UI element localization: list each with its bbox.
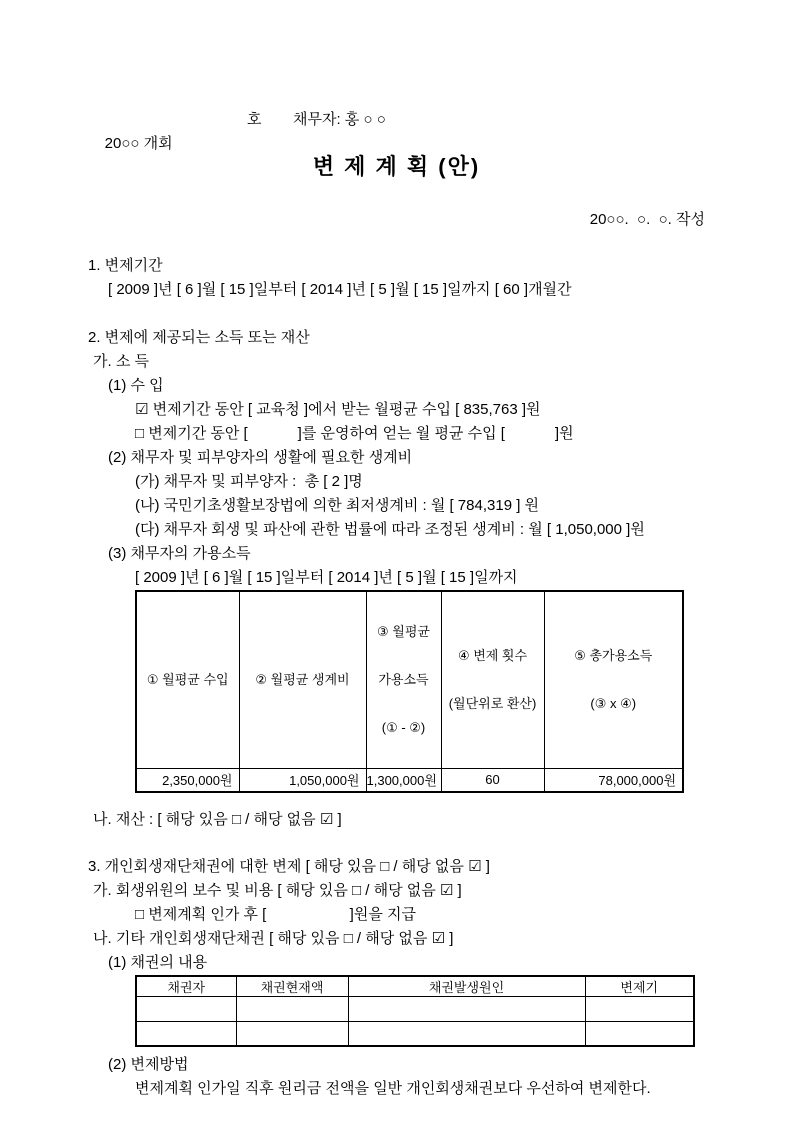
claims-content-heading: (1) 채권의 내용 [108,953,208,971]
applicable-mid-text: / 해당 없음 [361,881,440,899]
col-repayment-date: 변제기 [585,976,694,997]
checkbox-unchecked-icon: □ [135,425,145,442]
claims-cell [136,1021,236,1046]
claims-cell [585,1021,694,1046]
claims-table-row [136,996,694,1021]
income-salary-line [88,398,705,422]
applicable-open-text: [ 해당 있음 [157,810,232,828]
income-heading: 가. 소 득 [93,353,149,370]
applicable-close-text: ] [445,929,454,947]
section1-heading: 1. 변제기간 [88,257,163,274]
case-header-line [88,108,705,152]
claims-table [135,975,695,1048]
available-income-table-value-row [136,769,683,792]
col-monthly-income: ① 월평균 수입 [136,591,239,769]
value-monthly-available-income: 1,300,000원 [366,769,441,792]
claims-cell [236,996,348,1021]
case-number-label: 20○○ 개회 [104,135,173,152]
document-title: 변 제 계 획 (안) [312,154,481,179]
date-written-line: 20○○. ○. ○. 작성 [589,211,705,228]
applicable-mid-text: / 해당 없음 [241,810,320,828]
section3-heading-line [88,855,705,879]
other-claims-line [88,927,705,951]
applicable-close-text: ] [333,810,342,828]
income-salary-text: 변제기간 동안 [ 교육청 ]에서 받는 월평균 수입 [ 835,763 ]원 [148,401,541,418]
checkbox-checked-icon: ☑ [135,401,149,418]
living-cost-minimum-line: (나) 국민기초생활보장법에 의한 최저생계비 : 월 [ 784,319 ] 원 [135,497,540,514]
value-monthly-living-cost: 1,050,000원 [239,769,366,792]
claims-cell [136,996,236,1021]
living-cost-dependents-line: (가) 채무자 및 피부양자 : 총 [ 2 ]명 [135,473,363,490]
checkbox-unchecked-icon: □ [231,810,242,828]
living-cost-heading: (2) 채무자 및 피부양자의 생활에 필요한 생계비 [108,449,413,466]
section3-heading-label: 3. 개인회생재단채권에 대한 변제 [88,857,306,875]
checkbox-checked-icon: ☑ [319,810,334,828]
commissioner-pay-text: 변제계획 인가 후 [ ]원을 지급 [144,905,416,923]
applicable-mid-text: / 해당 없음 [389,857,469,875]
value-total-available-income: 78,000,000원 [544,769,683,792]
repayment-method-heading: (2) 변제방법 [108,1056,189,1073]
available-income-heading: (3) 채무자의 가용소득 [108,545,251,562]
checkbox-unchecked-icon: □ [380,857,390,875]
available-income-table-header-row [136,591,683,769]
applicable-open-text: [ 해당 있음 [305,857,381,875]
applicable-close-text: ] [453,881,462,899]
living-cost-adjusted-line: (다) 채무자 회생 및 파산에 관한 법률에 따라 조정된 생계비 : 월 [ 1,050,000 ]원 [135,521,645,538]
col-monthly-living-cost: ② 월평균 생계비 [239,591,366,769]
commissioner-pay-line [88,903,705,927]
col-creditor: 채권자 [136,976,236,997]
checkbox-unchecked-icon: □ [343,929,353,947]
other-claims-label: 나. 기타 개인회생재단채권 [93,929,270,947]
col-monthly-available-income: ③ 월평균 가용소득 (① - ②) [366,591,441,769]
property-line [88,808,705,832]
col-claim-origin: 채권발생원인 [348,976,585,997]
case-ho-label: 호 [247,111,262,128]
income-sub-heading: (1) 수 입 [108,377,164,394]
applicable-open-text: [ 해당 있음 [277,881,353,899]
claims-table-row [136,1021,694,1046]
applicable-mid-text: / 해당 없음 [352,929,432,947]
checkbox-checked-icon: ☑ [468,857,482,875]
claims-cell [236,1021,348,1046]
section1-period: [ 2009 ]년 [ 6 ]월 [ 15 ]일부터 [ 2014 ]년 [ 5 ]월 [ 15 ]일까지 [ 60 ]개월간 [108,281,572,298]
checkbox-checked-icon: ☑ [431,929,446,947]
available-income-table [135,590,684,793]
value-repayment-count: 60 [441,769,544,792]
available-income-period: [ 2009 ]년 [ 6 ]월 [ 15 ]일부터 [ 2014 ]년 [ 5 ]월 [ 15 ]일까지 [135,569,518,586]
claims-cell [585,996,694,1021]
income-business-text: 변제기간 동안 [ ]를 운영하여 얻는 월 평균 수입 [ ]원 [144,425,574,442]
repayment-method-text: 변제계획 인가일 직후 원리금 전액을 일반 개인회생채권보다 우선하여 변제한다. [135,1080,651,1097]
debtor-label: 채무자: 홍 ○ ○ [293,111,386,128]
checkbox-checked-icon: ☑ [439,881,454,899]
claims-table-header-row [136,976,694,997]
col-repayment-count: ④ 변제 횟수 (월단위로 환산) [441,591,544,769]
applicable-close-text: ] [481,857,490,875]
income-business-line [88,422,705,446]
section2-heading: 2. 변제에 제공되는 소득 또는 재산 [88,329,310,346]
checkbox-unchecked-icon: □ [135,905,145,923]
commissioner-fee-line [88,879,705,903]
applicable-open-text: [ 해당 있음 [269,929,344,947]
checkbox-unchecked-icon: □ [352,881,362,899]
property-label: 나. 재산 : [93,810,158,828]
col-claim-current-amount: 채권현재액 [236,976,348,997]
claims-cell [348,1021,585,1046]
value-monthly-income: 2,350,000원 [136,769,239,792]
col-total-available-income: ⑤ 총가용소득 (③ x ④) [544,591,683,769]
commissioner-fee-label: 가. 회생위원의 보수 및 비용 [93,881,278,899]
claims-cell [348,996,585,1021]
